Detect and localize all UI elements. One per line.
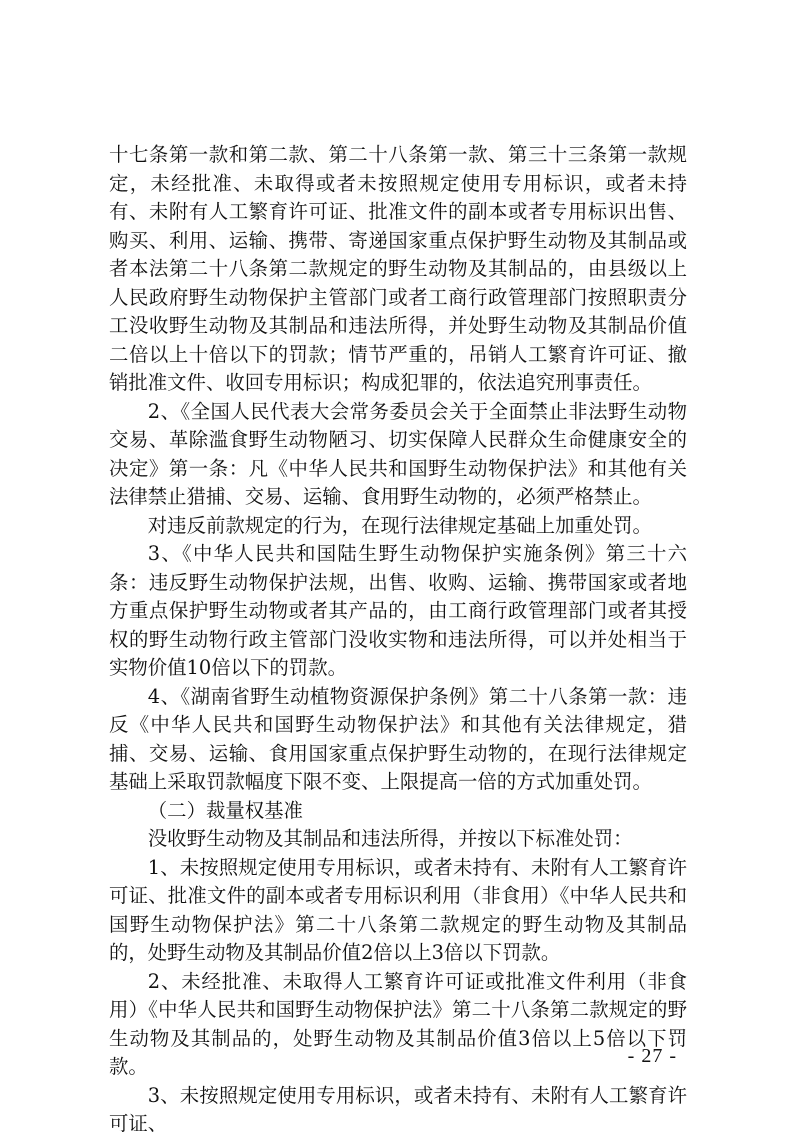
paragraph-continued-article: 十七条第一款和第二款、第二十八条第一款、第三十三条第一款规定，未经批准、未取得或者未按照规定使用专用标识，或者未持有、未附有人工繁育许可证、批准文件的副本或者专用标识出售、购买、利用、运输、携带、寄递国家重点保护野生动物及其制品或者本法第二十八条第二款规定的野生动物及其制品的，由县级以上人民政府野生动物保护主管部门或者工商行政管理部门按照职责分工没收野生动物及其制品和违法所得，并处野生动物及其制品价值二倍以上十倍以下的罚款；情节严重的，吊销人工繁育许可证、撤销批准文件、收回专用标识；构成犯罪的，依法追究刑事责任。	[109, 143, 687, 394]
paragraph-item-4: 4、《湖南省野生动植物资源保护条例》第二十八条第一款：违反《中华人民共和国野生动物保护法》和其他有关法律规定，猎捕、交易、运输、食用国家重点保护野生动物的，在现行法律规定基础上采取罚款幅度下限不变、上限提高一倍的方式加重处罚。	[109, 684, 687, 793]
section-heading-discretion-standard: （二）裁量权基准	[147, 798, 303, 822]
paragraph-item-3: 3、《中华人民共和国陆生野生动物保护实施条例》第三十六条：违反野生动物保护法规，出售、收购、运输、携带国家或者地方重点保护野生动物或者其产品的，由工商行政管理部门或者其授权的野生动物行政主管部门没收实物和违法所得，可以并处相当于实物价值10倍以下的罚款。	[109, 542, 687, 679]
paragraph-standard-2: 2、未经批准、未取得人工繁育许可证或批准文件利用（非食用）《中华人民共和国野生动物保护法》第二十八条第二款规定的野生动物及其制品的，处野生动物及其制品价值3倍以上5倍以下罚款。	[109, 969, 687, 1078]
paragraph-penalty-intro: 没收野生动物及其制品和违法所得，并按以下标准处罚：	[147, 827, 633, 850]
paragraph-item-2: 2、《全国人民代表大会常务委员会关于全面禁止非法野生动物交易、革除滥食野生动物陋习、切实保障人民群众生命健康安全的决定》第一条：凡《中华人民共和国野生动物保护法》和其他有关法律禁止猎捕、交易、运输、食用野生动物的，必须严格禁止。	[109, 399, 687, 508]
paragraph-standard-3: 3、未按照规定使用专用标识，或者未持有、未附有人工繁育许可证、	[109, 1083, 687, 1135]
paragraph-standard-1: 1、未按照规定使用专用标识，或者未持有、未附有人工繁育许可证、批准文件的副本或者专用标识利用（非食用）《中华人民共和国野生动物保护法》第二十八条第二款规定的野生动物及其制品的，处野生动物及其制品价值2倍以上3倍以下罚款。	[109, 855, 687, 964]
page-number: - 27 -	[627, 1045, 677, 1067]
document-body	[109, 141, 687, 1139]
paragraph-item-2-continued: 对违反前款规定的行为，在现行法律规定基础上加重处罚。	[147, 513, 652, 537]
